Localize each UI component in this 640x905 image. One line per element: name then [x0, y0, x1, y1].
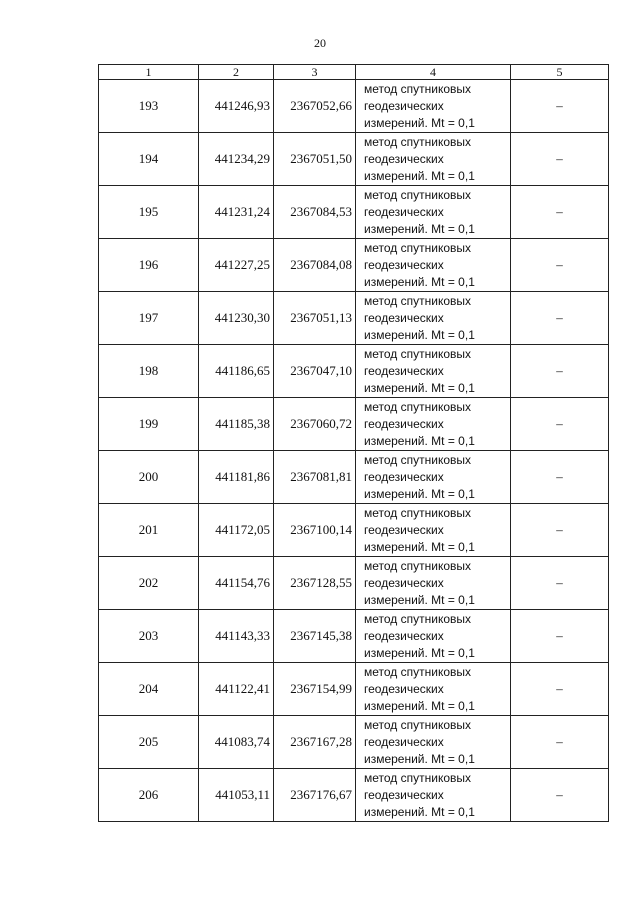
method-line: измерений. Mt = 0,1	[364, 168, 475, 183]
y-coordinate-cell: 2367154,99	[274, 663, 356, 716]
y-coordinate-cell: 2367051,13	[274, 292, 356, 345]
method-line: геодезических	[364, 575, 444, 590]
method-line: измерений. Mt = 0,1	[364, 751, 475, 766]
method-line: геодезических	[364, 522, 444, 537]
method-line: метод спутниковых	[364, 293, 472, 308]
method-line: метод спутниковых	[364, 505, 472, 520]
point-id-cell: 205	[99, 716, 199, 769]
table-row	[99, 557, 609, 610]
y-coordinate-cell: 2367084,08	[274, 239, 356, 292]
table-row	[99, 451, 609, 504]
method-cell	[356, 610, 511, 663]
method-line: измерений. Mt = 0,1	[364, 274, 475, 289]
method-line: геодезических	[364, 204, 444, 219]
point-id-cell: 195	[99, 186, 199, 239]
note-cell: –	[511, 186, 609, 239]
method-line: измерений. Mt = 0,1	[364, 327, 475, 342]
method-line: измерений. Mt = 0,1	[364, 592, 475, 607]
x-coordinate-cell: 441172,05	[199, 504, 274, 557]
point-id-cell: 201	[99, 504, 199, 557]
table-row	[99, 80, 609, 133]
x-coordinate-cell: 441154,76	[199, 557, 274, 610]
header-col-2: 2	[199, 65, 274, 80]
x-coordinate-cell: 441234,29	[199, 133, 274, 186]
method-cell	[356, 80, 511, 133]
x-coordinate-cell: 441122,41	[199, 663, 274, 716]
table-row	[99, 610, 609, 663]
y-coordinate-cell: 2367052,66	[274, 80, 356, 133]
header-col-4: 4	[356, 65, 511, 80]
method-line: геодезических	[364, 469, 444, 484]
method-cell	[356, 239, 511, 292]
method-line: измерений. Mt = 0,1	[364, 380, 475, 395]
x-coordinate-cell: 441083,74	[199, 716, 274, 769]
table-row	[99, 133, 609, 186]
point-id-cell: 198	[99, 345, 199, 398]
point-id-cell: 199	[99, 398, 199, 451]
method-line: геодезических	[364, 681, 444, 696]
y-coordinate-cell: 2367145,38	[274, 610, 356, 663]
method-line: метод спутниковых	[364, 187, 472, 202]
method-line: метод спутниковых	[364, 558, 472, 573]
method-line: геодезических	[364, 416, 444, 431]
method-cell	[356, 186, 511, 239]
note-cell: –	[511, 345, 609, 398]
note-cell: –	[511, 292, 609, 345]
method-line: измерений. Mt = 0,1	[364, 645, 475, 660]
method-line: метод спутниковых	[364, 664, 472, 679]
y-coordinate-cell: 2367128,55	[274, 557, 356, 610]
note-cell: –	[511, 80, 609, 133]
method-line: измерений. Mt = 0,1	[364, 486, 475, 501]
method-line: геодезических	[364, 98, 444, 113]
coordinates-table	[98, 64, 609, 822]
point-id-cell: 203	[99, 610, 199, 663]
x-coordinate-cell: 441230,30	[199, 292, 274, 345]
y-coordinate-cell: 2367176,67	[274, 769, 356, 822]
method-line: геодезических	[364, 151, 444, 166]
method-line: измерений. Mt = 0,1	[364, 539, 475, 554]
note-cell: –	[511, 133, 609, 186]
point-id-cell: 202	[99, 557, 199, 610]
method-line: измерений. Mt = 0,1	[364, 804, 475, 819]
method-cell	[356, 769, 511, 822]
y-coordinate-cell: 2367051,50	[274, 133, 356, 186]
method-line: метод спутниковых	[364, 346, 472, 361]
note-cell: –	[511, 557, 609, 610]
table-row	[99, 292, 609, 345]
method-line: геодезических	[364, 310, 444, 325]
header-col-5: 5	[511, 65, 609, 80]
method-cell	[356, 345, 511, 398]
method-line: метод спутниковых	[364, 81, 472, 96]
table-row	[99, 398, 609, 451]
method-line: метод спутниковых	[364, 134, 472, 149]
method-line: метод спутниковых	[364, 399, 472, 414]
method-line: метод спутниковых	[364, 452, 472, 467]
note-cell: –	[511, 451, 609, 504]
method-line: метод спутниковых	[364, 770, 472, 785]
note-cell: –	[511, 769, 609, 822]
table-row	[99, 186, 609, 239]
method-line: геодезических	[364, 257, 444, 272]
x-coordinate-cell: 441186,65	[199, 345, 274, 398]
point-id-cell: 193	[99, 80, 199, 133]
method-line: метод спутниковых	[364, 611, 472, 626]
note-cell: –	[511, 239, 609, 292]
header-col-1: 1	[99, 65, 199, 80]
x-coordinate-cell: 441231,24	[199, 186, 274, 239]
y-coordinate-cell: 2367167,28	[274, 716, 356, 769]
table-header	[99, 65, 609, 80]
y-coordinate-cell: 2367047,10	[274, 345, 356, 398]
x-coordinate-cell: 441053,11	[199, 769, 274, 822]
method-cell	[356, 663, 511, 716]
page-number: 20	[314, 36, 326, 50]
point-id-cell: 197	[99, 292, 199, 345]
x-coordinate-cell: 441185,38	[199, 398, 274, 451]
point-id-cell: 200	[99, 451, 199, 504]
note-cell: –	[511, 610, 609, 663]
table-row	[99, 504, 609, 557]
method-line: измерений. Mt = 0,1	[364, 698, 475, 713]
table-row	[99, 345, 609, 398]
x-coordinate-cell: 441246,93	[199, 80, 274, 133]
method-line: геодезических	[364, 628, 444, 643]
point-id-cell: 204	[99, 663, 199, 716]
table-row	[99, 716, 609, 769]
note-cell: –	[511, 716, 609, 769]
method-line: измерений. Mt = 0,1	[364, 115, 475, 130]
x-coordinate-cell: 441181,86	[199, 451, 274, 504]
x-coordinate-cell: 441227,25	[199, 239, 274, 292]
point-id-cell: 206	[99, 769, 199, 822]
method-line: метод спутниковых	[364, 240, 472, 255]
method-line: измерений. Mt = 0,1	[364, 433, 475, 448]
method-cell	[356, 398, 511, 451]
note-cell: –	[511, 663, 609, 716]
method-cell	[356, 716, 511, 769]
note-cell: –	[511, 504, 609, 557]
y-coordinate-cell: 2367081,81	[274, 451, 356, 504]
method-line: измерений. Mt = 0,1	[364, 221, 475, 236]
method-cell	[356, 557, 511, 610]
y-coordinate-cell: 2367100,14	[274, 504, 356, 557]
table-row	[99, 239, 609, 292]
method-cell	[356, 292, 511, 345]
method-line: метод спутниковых	[364, 717, 472, 732]
header-row	[99, 65, 609, 80]
point-id-cell: 194	[99, 133, 199, 186]
method-line: геодезических	[364, 734, 444, 749]
table-body	[99, 80, 609, 822]
table-row	[99, 663, 609, 716]
table-row	[99, 769, 609, 822]
method-line: геодезических	[364, 363, 444, 378]
y-coordinate-cell: 2367084,53	[274, 186, 356, 239]
x-coordinate-cell: 441143,33	[199, 610, 274, 663]
point-id-cell: 196	[99, 239, 199, 292]
method-line: геодезических	[364, 787, 444, 802]
method-cell	[356, 133, 511, 186]
note-cell: –	[511, 398, 609, 451]
method-cell	[356, 504, 511, 557]
header-col-3: 3	[274, 65, 356, 80]
y-coordinate-cell: 2367060,72	[274, 398, 356, 451]
method-cell	[356, 451, 511, 504]
